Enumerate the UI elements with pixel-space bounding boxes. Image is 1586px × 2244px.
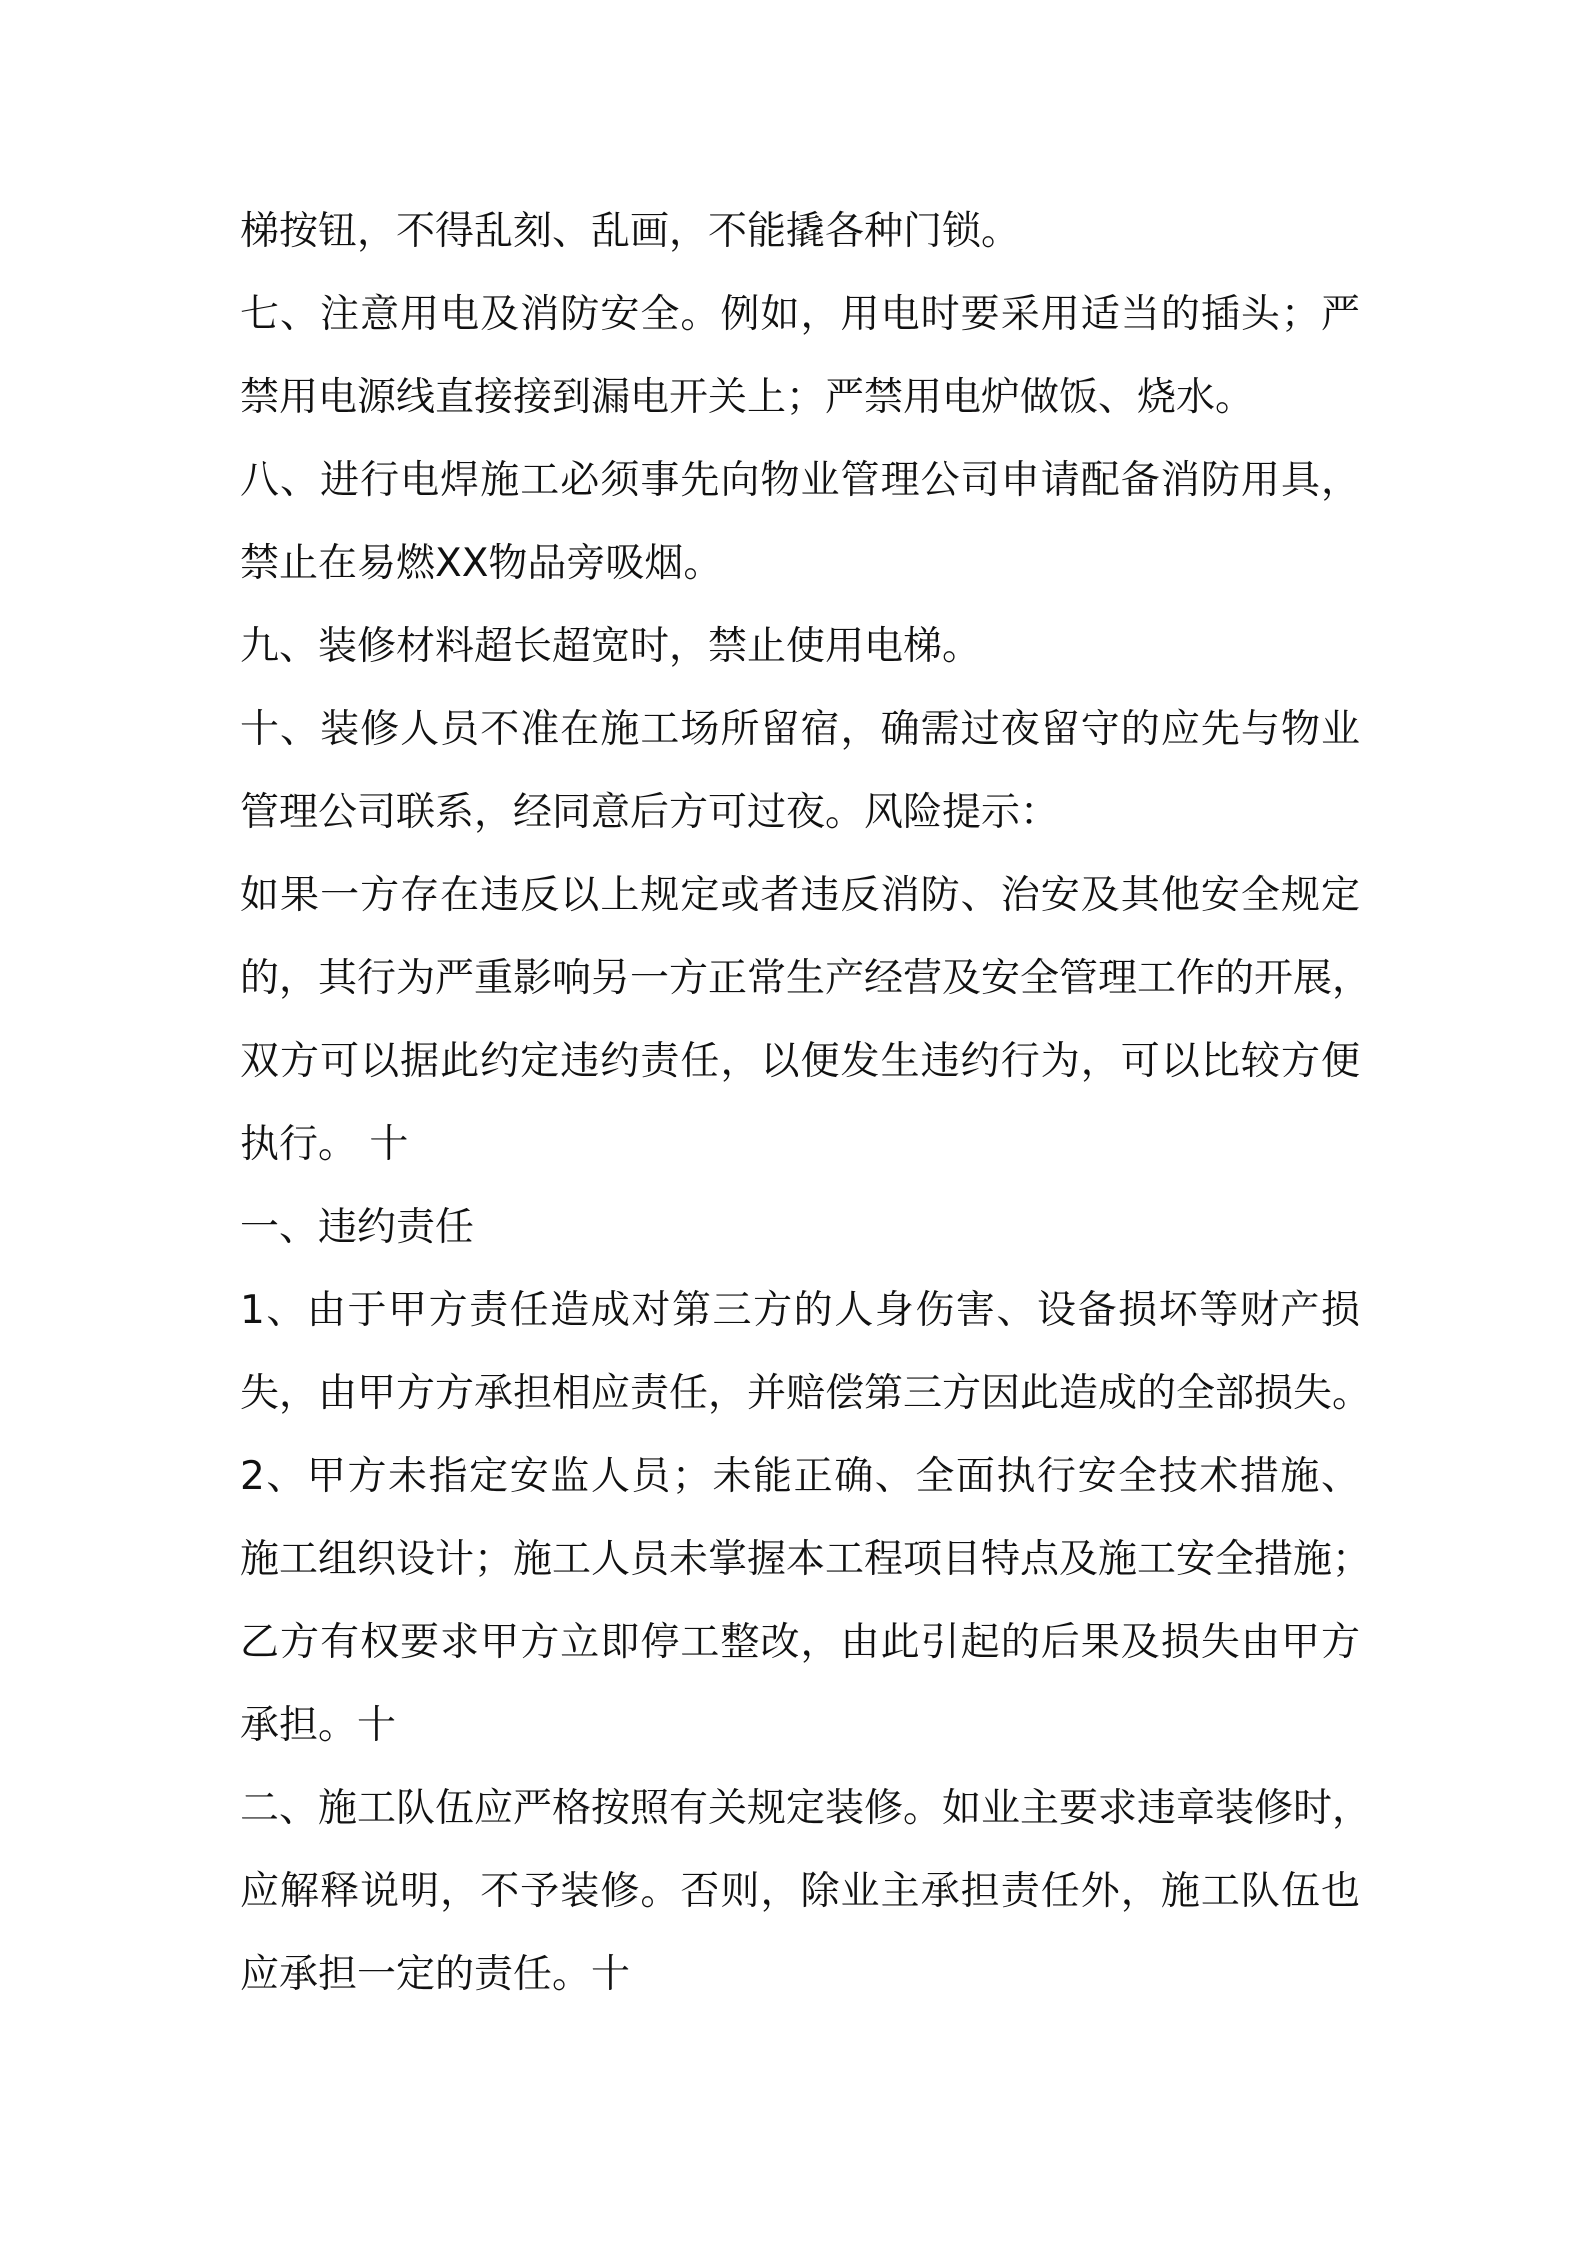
- text-line: 八、进行电焊施工必须事先向物业管理公司申请配备消防用具，: [240, 458, 1360, 503]
- text-line: 1、由于甲方责任造成对第三方的人身伤害、设备损坏等财产损: [240, 1288, 1360, 1333]
- text-line: 禁用电源线直接接到漏电开关上；严禁用电炉做饭、烧水。: [240, 375, 1255, 420]
- text-line: 梯按钮，不得乱刻、乱画，不能撬各种门锁。: [240, 209, 1021, 254]
- text-line: 承担。十: [240, 1703, 397, 1748]
- text-line: 2、甲方未指定安监人员；未能正确、全面执行安全技术措施、: [240, 1454, 1360, 1499]
- section-heading: 一、违约责任: [240, 1205, 475, 1250]
- text-line: 二、施工队伍应严格按照有关规定装修。如业主要求违章装修时，: [240, 1786, 1372, 1831]
- text-line: 的，其行为严重影响另一方正常生产经营及安全管理工作的开展，: [240, 956, 1372, 1001]
- text-line: 失，由甲方方承担相应责任，并赔偿第三方因此造成的全部损失。: [240, 1371, 1372, 1416]
- text-line: 九、装修材料超长超宽时，禁止使用电梯。: [240, 624, 982, 669]
- text-line: 施工组织设计；施工人员未掌握本工程项目特点及施工安全措施；: [240, 1537, 1372, 1582]
- document-body: [240, 190, 1372, 2016]
- text-line: 十、装修人员不准在施工场所留宿，确需过夜留守的应先与物业: [240, 707, 1360, 752]
- text-line: 双方可以据此约定违约责任，以便发生违约行为，可以比较方便: [240, 1039, 1360, 1084]
- text-line: 乙方有权要求甲方立即停工整改，由此引起的后果及损失由甲方: [240, 1620, 1360, 1665]
- text-line: 执行。 十: [240, 1122, 409, 1167]
- text-line: 应解释说明，不予装修。否则，除业主承担责任外，施工队伍也: [240, 1869, 1360, 1914]
- text-line: 应承担一定的责任。十: [240, 1952, 631, 1997]
- text-line: 七、注意用电及消防安全。例如，用电时要采用适当的插头；严: [240, 292, 1360, 337]
- text-line: 如果一方存在违反以上规定或者违反消防、治安及其他安全规定: [240, 873, 1360, 918]
- text-line: 禁止在易燃XX物品旁吸烟。: [240, 541, 723, 586]
- text-line: 管理公司联系，经同意后方可过夜。风险提示：: [240, 790, 1060, 835]
